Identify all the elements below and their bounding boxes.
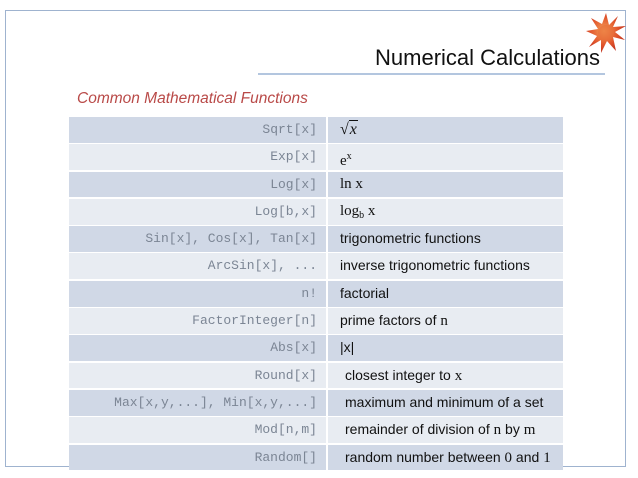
function-description: maximum and minimum of a set xyxy=(345,393,544,410)
function-description: trigonometric functions xyxy=(340,230,481,247)
table-row xyxy=(69,281,563,307)
function-description: $e^x$ xyxy=(340,151,352,170)
table-row xyxy=(69,144,563,170)
function-name: Max[x,y,...], Min[x,y,...] xyxy=(69,390,328,416)
function-name: Log[b,x] xyxy=(69,199,328,225)
function-name: Sin[x], Cos[x], Tan[x] xyxy=(69,226,328,252)
function-name: n! xyxy=(69,281,328,307)
table-row xyxy=(69,363,563,389)
function-name: Abs[x] xyxy=(69,335,328,361)
function-description: $\log_b x$ xyxy=(340,202,376,221)
function-name: Sqrt[x] xyxy=(69,117,328,143)
table-row xyxy=(69,199,563,225)
function-description: factorial xyxy=(340,284,390,301)
section-subtitle: Common Mathematical Functions xyxy=(77,90,308,107)
sqrt-symbol: √x xyxy=(340,121,357,138)
function-name: Exp[x] xyxy=(69,144,328,170)
function-description: ln x xyxy=(340,175,363,192)
function-description: remainder of division of n by m xyxy=(345,421,536,439)
function-name: Round[x] xyxy=(69,363,328,389)
table-row xyxy=(69,417,563,443)
title-underline xyxy=(258,73,605,75)
function-description: inverse trigonometric functions xyxy=(340,257,530,274)
table-row xyxy=(69,335,563,361)
function-name: Mod[n,m] xyxy=(69,417,328,443)
table-row xyxy=(69,253,563,279)
table-row xyxy=(69,226,563,252)
function-description: prime factors of n xyxy=(340,312,448,330)
function-name: Random[] xyxy=(69,445,328,471)
table-row xyxy=(69,308,563,334)
table-row xyxy=(69,117,563,143)
function-name: ArcSin[x], ... xyxy=(69,253,328,279)
function-description xyxy=(328,117,563,143)
table-row xyxy=(69,172,563,198)
table-row xyxy=(69,390,563,416)
function-name: Log[x] xyxy=(69,172,328,198)
table-row xyxy=(69,445,563,471)
function-description: |x| xyxy=(340,339,355,356)
function-description: closest integer to x xyxy=(345,366,463,384)
function-description: random number between 0 and 1 xyxy=(345,448,551,466)
page-title: Numerical Calculations xyxy=(375,45,600,70)
function-name: FactorInteger[n] xyxy=(69,308,328,334)
functions-table xyxy=(69,117,563,470)
